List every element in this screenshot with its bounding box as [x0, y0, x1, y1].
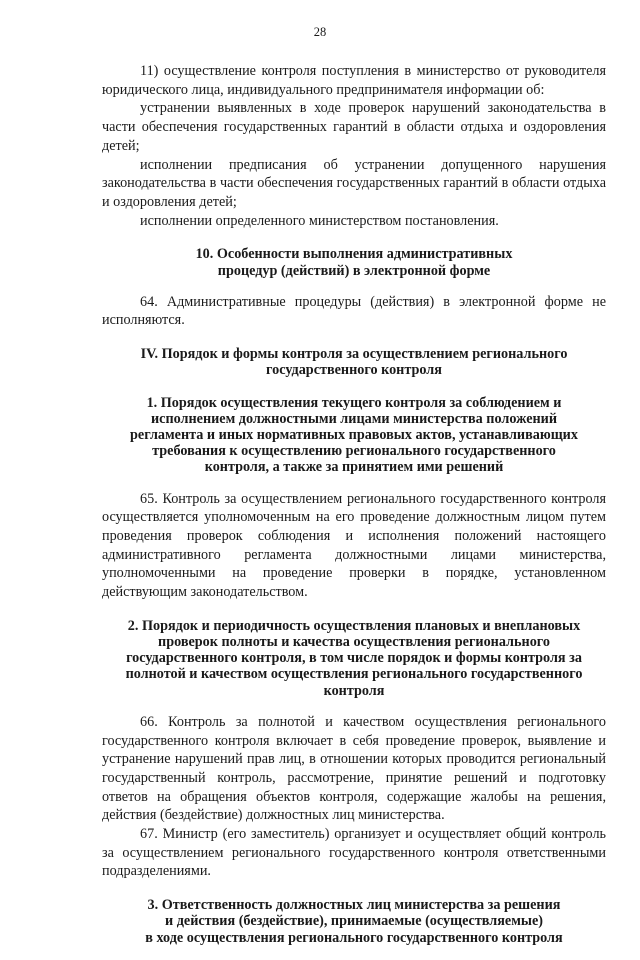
heading-line: контроля, а также за принятием ими решений	[204, 459, 504, 476]
document-body	[102, 62, 606, 960]
paragraph-subitem: устранении выявленных в ходе проверок нарушений законодательства в части обеспечения государственных гарантий в области отдыха и оздоровления детей;	[102, 100, 606, 154]
heading-line: IV. Порядок и формы контроля за осуществлением регионального	[140, 346, 568, 363]
heading-line: государственного контроля	[266, 362, 442, 379]
paragraph-67: 67. Министр (его заместитель) организует и осуществляет общий контроль за осуществлением регионального государственного контроля ответственными подразделениями.	[102, 826, 606, 880]
section-heading-3	[102, 897, 606, 946]
paragraph-66: 66. Контроль за полнотой и качеством осуществления регионального государственного контроля включает в себя проведение проверок, выявление и устранение нарушений прав лиц, в отношении которых проводится региональный государственный контроль, рассмотрение, принятие решений и подготовку ответов на обращения объектов контроля, содержащие жалобы на решения, действия (бездействие) должностных лиц министерства.	[102, 713, 606, 824]
heading-line: 2. Порядок и периодичность осуществления плановых и внеплановых	[127, 617, 581, 634]
heading-line: процедур (действий) в электронной форме	[217, 262, 491, 279]
section-heading-2	[102, 618, 606, 699]
heading-line: проверок полноты и качества осуществления регионального	[158, 633, 550, 650]
heading-line: 10. Особенности выполнения административных	[195, 246, 513, 263]
heading-line: полнотой и качеством осуществления регионального государственного	[125, 666, 583, 683]
heading-line: государственного контроля, в том числе порядок и формы контроля за	[126, 650, 582, 667]
section-heading-10	[102, 246, 606, 278]
heading-line: регламента и иных нормативных правовых актов, устанавливающих	[130, 426, 578, 443]
paragraph-item-11: 11) осуществление контроля поступления в министерство от руководителя юридического лица, индивидуального предпринимателя информации об:	[102, 63, 606, 98]
heading-line: 1. Порядок осуществления текущего контроля за соблюдением и	[146, 394, 562, 411]
paragraph-64: 64. Административные процедуры (действия) в электронной форме не исполняются.	[102, 293, 606, 329]
heading-line: контроля	[323, 682, 385, 699]
paragraph-65: 65. Контроль за осуществлением регионального государственного контроля осуществляется уполномоченным на его проведение должностным лицом путем проведения проверок соблюдения и исполнения положений настоящего административного регламента должностными лицами министерства, уполномоченными на проведение проверки в порядке, установленном действующим законодательством.	[102, 490, 606, 601]
heading-line: требования к осуществлению регионального государственного	[152, 443, 556, 460]
heading-line: и действия (бездействие), принимаемые (осуществляемые)	[165, 913, 543, 930]
section-heading-1	[102, 395, 606, 476]
paragraph-subitem: исполнении определенного министерством постановления.	[140, 212, 499, 229]
paragraph-subitem: исполнении предписания об устранении допущенного нарушения законодательства в части обеспечения государственных гарантий в области отдыха и оздоровления детей;	[102, 156, 606, 210]
page-number: 28	[313, 25, 327, 39]
heading-line: исполнением должностными лицами министерства положений	[150, 410, 558, 427]
heading-line: 3. Ответственность должностных лиц министерства за решения	[147, 897, 561, 914]
chapter-heading-iv	[102, 346, 606, 378]
heading-line: в ходе осуществления регионального государственного контроля	[145, 929, 563, 946]
